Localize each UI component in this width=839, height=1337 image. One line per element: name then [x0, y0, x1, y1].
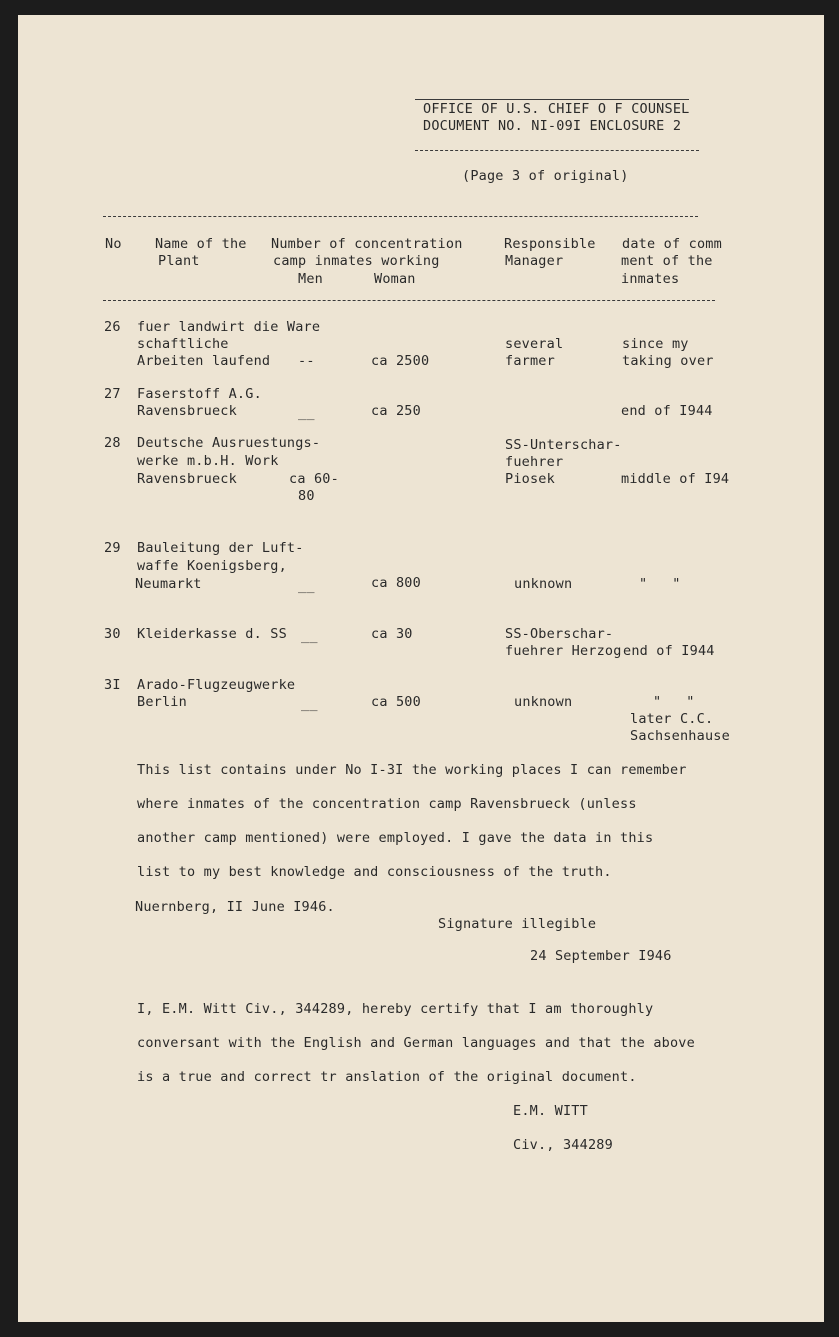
date-line: taking over [622, 353, 714, 369]
plant-name-line: Neumarkt [135, 576, 202, 592]
plant-name-line: waffe Koenigsberg, [137, 558, 287, 574]
date-line: end of I944 [621, 403, 713, 419]
manager-line: unknown [514, 694, 573, 710]
row-number: 30 [104, 626, 121, 642]
date-line: later C.C. [630, 711, 714, 727]
women-count: ca 500 [371, 694, 421, 710]
manager-line: fuehrer [505, 454, 564, 470]
manager-line: unknown [514, 576, 573, 592]
row-number: 27 [104, 386, 121, 402]
plant-name-line: Ravensbrueck [137, 403, 237, 419]
plant-name-line: fuer landwirt die Ware [137, 319, 321, 335]
manager-line: fuehrer Herzog [505, 643, 622, 659]
women-count: ca 800 [371, 575, 421, 591]
signature-note: Signature illegible [438, 916, 597, 932]
col-header-number-1: Number of concentration [271, 236, 463, 252]
men-count: __ [301, 628, 318, 644]
date-line: Sachsenhause [630, 728, 730, 744]
translator-name: E.M. WITT [513, 1103, 588, 1119]
table-header-rule [103, 300, 715, 301]
women-count: ca 250 [371, 403, 421, 419]
date-line: end of I944 [623, 643, 715, 659]
col-header-plant-2: Plant [158, 253, 200, 269]
col-header-date-3: inmates [621, 271, 680, 287]
header-bottom-rule [415, 150, 699, 151]
plant-name-line: Arado-Flugzeugwerke [137, 677, 296, 693]
manager-line: several [505, 336, 564, 352]
manager-line: SS-Unterschar- [505, 437, 622, 453]
statement-line: This list contains under No I-3I the working places I can remember [137, 762, 687, 778]
col-header-plant-1: Name of the [155, 236, 247, 252]
col-header-women: Woman [374, 271, 416, 287]
date-line: " " [639, 576, 681, 592]
col-header-manager-2: Manager [505, 253, 564, 269]
col-header-manager-1: Responsible [504, 236, 596, 252]
plant-name-line: schaftliche [137, 336, 229, 352]
place-date: Nuernberg, II June I946. [135, 899, 335, 915]
row-number: 26 [104, 319, 121, 335]
date-line: middle of I94 [621, 471, 730, 487]
col-header-number-2: camp inmates working [273, 253, 440, 269]
row-number: 28 [104, 435, 121, 451]
men-count: __ [301, 696, 318, 712]
plant-name-line: Faserstoff A.G. [137, 386, 262, 402]
plant-name-line: Deutsche Ausruestungs- [137, 435, 321, 451]
certification-line: I, E.M. Witt Civ., 344289, hereby certify that I am thoroughly [137, 1001, 654, 1017]
women-count: ca 30 [371, 626, 413, 642]
office-line: OFFICE OF U.S. CHIEF O F COUNSEL [423, 101, 690, 117]
manager-line: farmer [505, 353, 555, 369]
row-number: 29 [104, 540, 121, 556]
date-line: " " [653, 694, 695, 710]
translator-id: Civ., 344289 [513, 1137, 613, 1153]
date-line: since my [622, 336, 689, 352]
col-header-no: No [105, 236, 122, 252]
manager-line: Piosek [505, 471, 555, 487]
header-top-rule [415, 99, 689, 100]
statement-line: another camp mentioned) were employed. I gave the data in this [137, 830, 654, 846]
plant-name-line: Ravensbrueck [137, 471, 237, 487]
men-count-continued: 80 [298, 488, 315, 504]
manager-line: SS-Oberschar- [505, 626, 614, 642]
col-header-men: Men [298, 271, 323, 287]
table-top-rule [103, 216, 698, 217]
men-count: __ [298, 405, 315, 421]
men-count: ca 60- [289, 471, 339, 487]
men-count: __ [298, 578, 315, 594]
plant-name-line: Arbeiten laufend [137, 353, 271, 369]
plant-name-line: Bauleitung der Luft- [137, 540, 304, 556]
col-header-date-1: date of comm [622, 236, 722, 252]
statement-line: where inmates of the concentration camp Ravensbrueck (unless [137, 796, 637, 812]
plant-name-line: werke m.b.H. Work [137, 453, 279, 469]
signature-date: 24 September I946 [530, 948, 672, 964]
col-header-date-2: ment of the [621, 253, 713, 269]
row-number: 3I [104, 677, 121, 693]
plant-name-line: Kleiderkasse d. SS [137, 626, 287, 642]
page-note: (Page 3 of original) [462, 168, 629, 184]
certification-line: conversant with the English and German languages and that the above [137, 1035, 695, 1051]
certification-line: is a true and correct tr anslation of the original document. [137, 1069, 637, 1085]
plant-name-line: Berlin [137, 694, 187, 710]
statement-line: list to my best knowledge and consciousness of the truth. [137, 864, 612, 880]
women-count: ca 2500 [371, 353, 430, 369]
men-count: -- [298, 353, 315, 369]
document-page [18, 15, 824, 1322]
document-number: DOCUMENT NO. NI-09I ENCLOSURE 2 [423, 118, 682, 134]
